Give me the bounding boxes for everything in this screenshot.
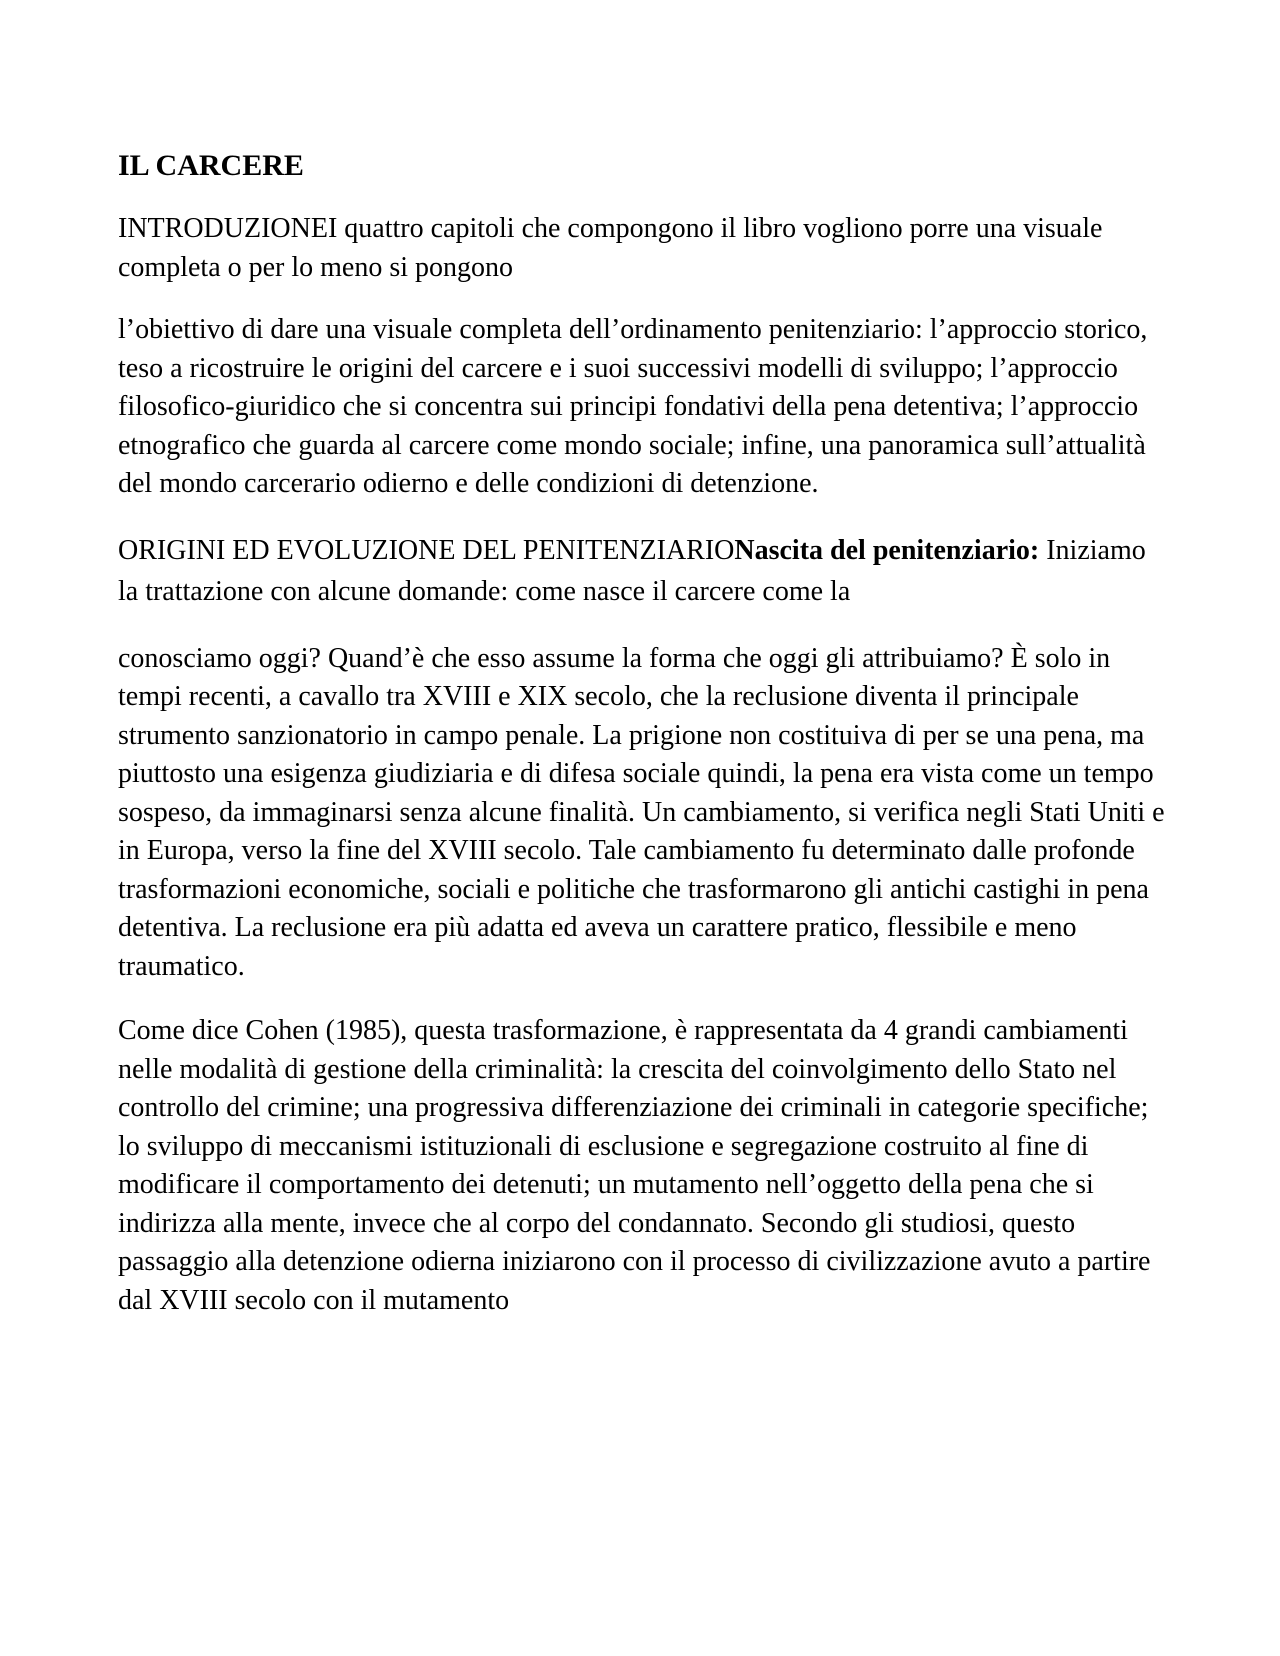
document-title: IL CARCERE bbox=[118, 149, 304, 182]
paragraph-origins bbox=[118, 530, 1168, 612]
section-heading-origins: ORIGINI ED EVOLUZIONE DEL PENITENZIARIO bbox=[118, 534, 735, 566]
paragraph-history: conosciamo oggi? Quand’è che esso assume la forma che oggi gli attribuiamo? È solo in tempi recenti, a cavallo tra XVIII e XIX secolo, che la reclusione diventa il principale strumento sanzionatorio in campo penale. La prigione non costituiva di per se una pena, ma piuttosto una esigenza giudiziaria e di difesa sociale quindi, la pena era vista come un tempo sospeso, da immaginarsi senza alcune finalità. Un cambiamento, si verifica negli Stati Uniti e in Europa, verso la fine del XVIII secolo. Tale cambiamento fu determinato dalle profonde trasformazioni economiche, sociali e politiche che trasformarono gli antichi castighi in pena detentiva. La reclusione era più adatta ed aveva un carattere pratico, flessibile e meno traumatico. bbox=[118, 642, 1165, 982]
document-page bbox=[118, 148, 1168, 1344]
subheading-nascita: Nascita del penitenziario: bbox=[734, 534, 1040, 566]
paragraph-cohen: Come dice Cohen (1985), questa trasformazione, è rappresentata da 4 grandi cambiamenti nelle modalità di gestione della criminalità: la crescita del coinvolgimento dello Stato nel controllo del crimine; una progressiva differenziazione dei criminali in categorie specifiche; lo sviluppo di meccanismi istituzionali di esclusione e segregazione costruito al fine di modificare il comportamento dei detenuti; un mutamento nell’oggetto della pena che si indirizza alla mente, invece che al corpo del condannato. Secondo gli studiosi, questo passaggio alla detenzione odierna iniziarono con il processo di civilizzazione avuto a partire dal XVIII secolo con il mutamento bbox=[118, 1015, 1151, 1316]
paragraph-origins-text: Iniziamo la trattazione con alcune domande: come nasce il carcere come la bbox=[118, 534, 1146, 607]
paragraph-objectives: l’obiettivo di dare una visuale completa dell’ordinamento penitenziario: l’approccio storico, teso a ricostruire le origini del carcere e i suoi successivi modelli di sviluppo; l’approccio filosofico-giuridico che si concentra sui principi fondativi della pena detentiva; l’approccio etnografico che guarda al carcere come mondo sociale; infine, una panoramica sull’attualità del mondo carcerario odierno e delle condizioni di detenzione. bbox=[118, 314, 1148, 499]
paragraph-introduction: INTRODUZIONEI quattro capitoli che compongono il libro vogliono porre una visuale completa o per lo meno si pongono bbox=[118, 213, 1103, 283]
